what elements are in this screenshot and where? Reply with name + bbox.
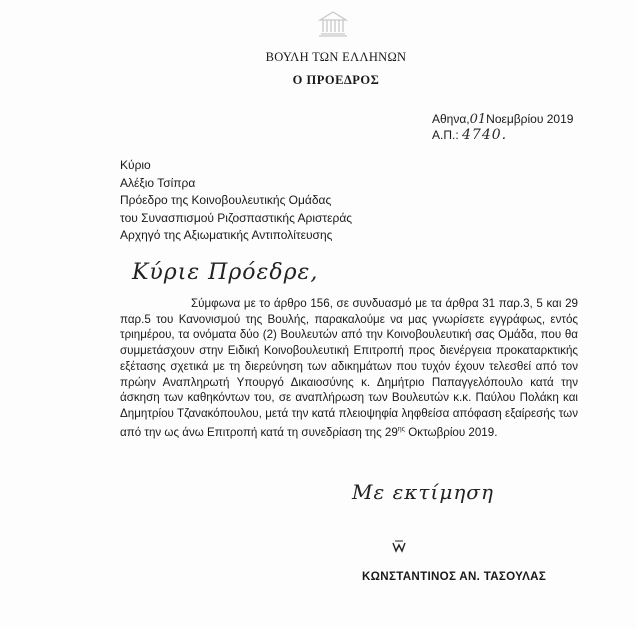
handwritten-signature: Με εκτίμηση bbox=[352, 480, 494, 504]
date-suffix: Νοεμβρίου 2019 bbox=[486, 112, 574, 126]
date-line bbox=[432, 112, 573, 127]
signatory-name: ΚΩΝΣΤΑΝΤΙΝΟΣ ΑΝ. ΤΑΣΟΥΛΑΣ bbox=[362, 570, 547, 583]
body-text-end: Οκτωβρίου 2019. bbox=[405, 425, 498, 439]
handwritten-salutation: Κύριε Πρόεδρε, bbox=[132, 260, 319, 285]
recipient-line: Αλέξιο Τσίπρα bbox=[120, 175, 196, 190]
ordinal-suffix: ης bbox=[397, 425, 406, 433]
initial-mark-icon bbox=[392, 540, 406, 554]
recipient-line: Πρόεδρο της Κοινοβουλευτικής Ομάδας bbox=[120, 193, 332, 208]
parliament-name: ΒΟΥΛΗ ΤΩΝ ΕΛΛΗΝΩΝ bbox=[265, 50, 407, 64]
protocol-line bbox=[432, 127, 507, 143]
date-prefix: Αθηνα, bbox=[432, 112, 470, 126]
parliament-emblem bbox=[313, 8, 353, 42]
protocol-number-handwritten: 4740. bbox=[462, 127, 508, 143]
protocol-label: Α.Π.: bbox=[432, 128, 459, 142]
recipient-block bbox=[120, 157, 352, 245]
body-text: Σύμφωνα με το άρθρο 156, σε συνδυασμό με τα άρθρα 31 παρ.3, 5 και 29 παρ.5 του Κανονισμού της Βουλής, παρακαλούμε να μας γνωρίσετε εγγράφως, εντός τριημέρου, τα ονόματα δύο (2) Βουλευτών από την Κοινοβουλευτική σας Ομάδα, που θα συμμετάσχουν στην Ειδική Κοινοβουλευτική Επιτροπή προς διενέργεια προκαταρκτικής εξέτασης σχετικά με τη διερεύνηση των αδικημάτων που τυχόν έχουν τελεσθεί από τον πρώην Αναπληρωτή Υπουργό Δικαιοσύνης κ. Δημήτριο Παπαγγελόπουλο κατά την άσκηση των καθηκόντων του, σε αναπλήρωση των Βουλευτών κ.κ. Παύλου Πολάκη και Δημητρίου Τζανακόπουλου, μετά την κατά πλειοψηφία ληφθείσα απόφαση εξαίρεσής των από την ως άνω Επιτροπή κατά τη συνεδρίαση της 29 bbox=[120, 297, 578, 439]
recipient-line: Κύριο bbox=[120, 158, 151, 172]
date-day-handwritten: 01 bbox=[469, 112, 487, 127]
recipient-line: του Συνασπισμού Ριζοσπαστικής Αριστεράς bbox=[120, 210, 353, 225]
recipient-line: Αρχηγό της Αξιωματικής Αντιπολίτευσης bbox=[120, 228, 333, 243]
office-title: Ο ΠΡΟΕΔΡΟΣ bbox=[292, 73, 380, 87]
letter-body bbox=[120, 296, 578, 440]
